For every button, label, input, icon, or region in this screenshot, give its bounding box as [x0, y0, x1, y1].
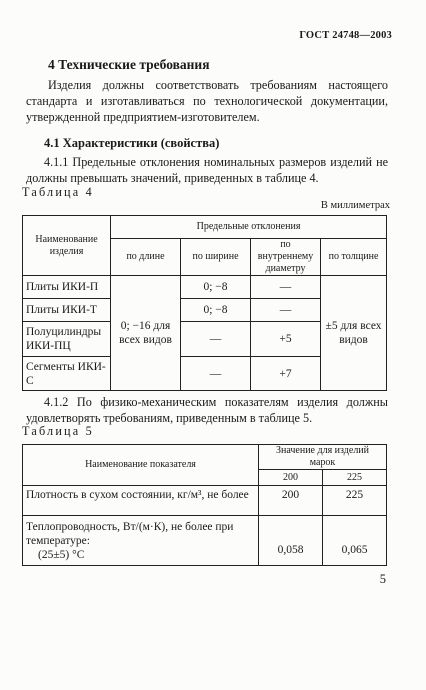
table-row — [23, 516, 387, 566]
document-code: ГОСТ 24748—2003 — [299, 30, 392, 41]
table-row — [23, 276, 387, 299]
t4-width-value: 0; −8 — [181, 299, 251, 322]
table-4 — [22, 215, 387, 391]
table5-caption: Таблица 5 — [22, 424, 94, 438]
t4-diam-value: — — [251, 299, 321, 322]
t5-row2-value-225: 0,065 — [323, 516, 387, 566]
t4-row-name: Полуцилиндры ИКИ-ПЦ — [23, 322, 111, 357]
t4-width-value: 0; −8 — [181, 276, 251, 299]
paragraph-4-1-1: 4.1.1 Предельные отклонения номинальных размеров изделий не должны превышать значений, приведенных в таблице 4. — [26, 155, 388, 185]
t4-width-value: — — [181, 357, 251, 391]
t4-diam-value: +5 — [251, 322, 321, 357]
t4-width-value: — — [181, 322, 251, 357]
t4-length-value: 0; −16 для всех видов — [111, 276, 181, 391]
table-row — [23, 486, 387, 516]
t5-head-group: Значение для изделий марок — [259, 445, 387, 470]
t4-col-diam: по внутреннему диаметру — [251, 239, 321, 276]
t4-head-group: Предельные отклонения — [111, 216, 387, 239]
t4-diam-value: +7 — [251, 357, 321, 391]
t4-row-name: Плиты ИКИ-Т — [23, 299, 111, 322]
section-title: 4 Технические требования — [48, 57, 210, 72]
t4-thick-value: ±5 для всех видов — [321, 276, 387, 391]
paragraph-4-1-2: 4.1.2 По физико-механическим показателям изделия должны удовлетворять требованиям, приведенным в таблице 5. — [26, 395, 388, 425]
subsection-title: 4.1 Характеристики (свойства) — [44, 136, 220, 150]
t4-col-thick: по толщине — [321, 239, 387, 276]
t5-row1-value-225: 225 — [323, 486, 387, 516]
t5-row2-cell — [23, 516, 259, 566]
t5-row1-value-200: 200 — [259, 486, 323, 516]
t4-col-width: по ширине — [181, 239, 251, 276]
t5-row2-sub: (25±5) °С — [38, 549, 85, 561]
table4-caption: Таблица 4 — [22, 185, 94, 199]
page-number: 5 — [379, 572, 386, 586]
table-5 — [22, 444, 387, 566]
section-intro: Изделия должны соответствовать требованиям настоящего стандарта и изготавливаться по технологической документации, утвержденной предприятием-изготовителем. — [26, 78, 388, 124]
t5-grade-225: 225 — [323, 470, 387, 486]
table4-unit: В миллиметрах — [320, 200, 390, 211]
t4-diam-value: — — [251, 276, 321, 299]
t5-row1-name: Плотность в сухом состоянии, кг/м³, не более — [23, 486, 259, 516]
t4-row-name: Плиты ИКИ-П — [23, 276, 111, 299]
t5-head-name: Наименование показателя — [23, 445, 259, 486]
t5-row2-name: Теплопроводность, Вт/(м·К), не более при температуре: — [26, 521, 234, 547]
t4-head-name: Наименование изделия — [23, 216, 111, 276]
t4-col-length: по длине — [111, 239, 181, 276]
t5-grade-200: 200 — [259, 470, 323, 486]
t5-row2-value-200: 0,058 — [259, 516, 323, 566]
t4-row-name: Сегменты ИКИ-С — [23, 357, 111, 391]
